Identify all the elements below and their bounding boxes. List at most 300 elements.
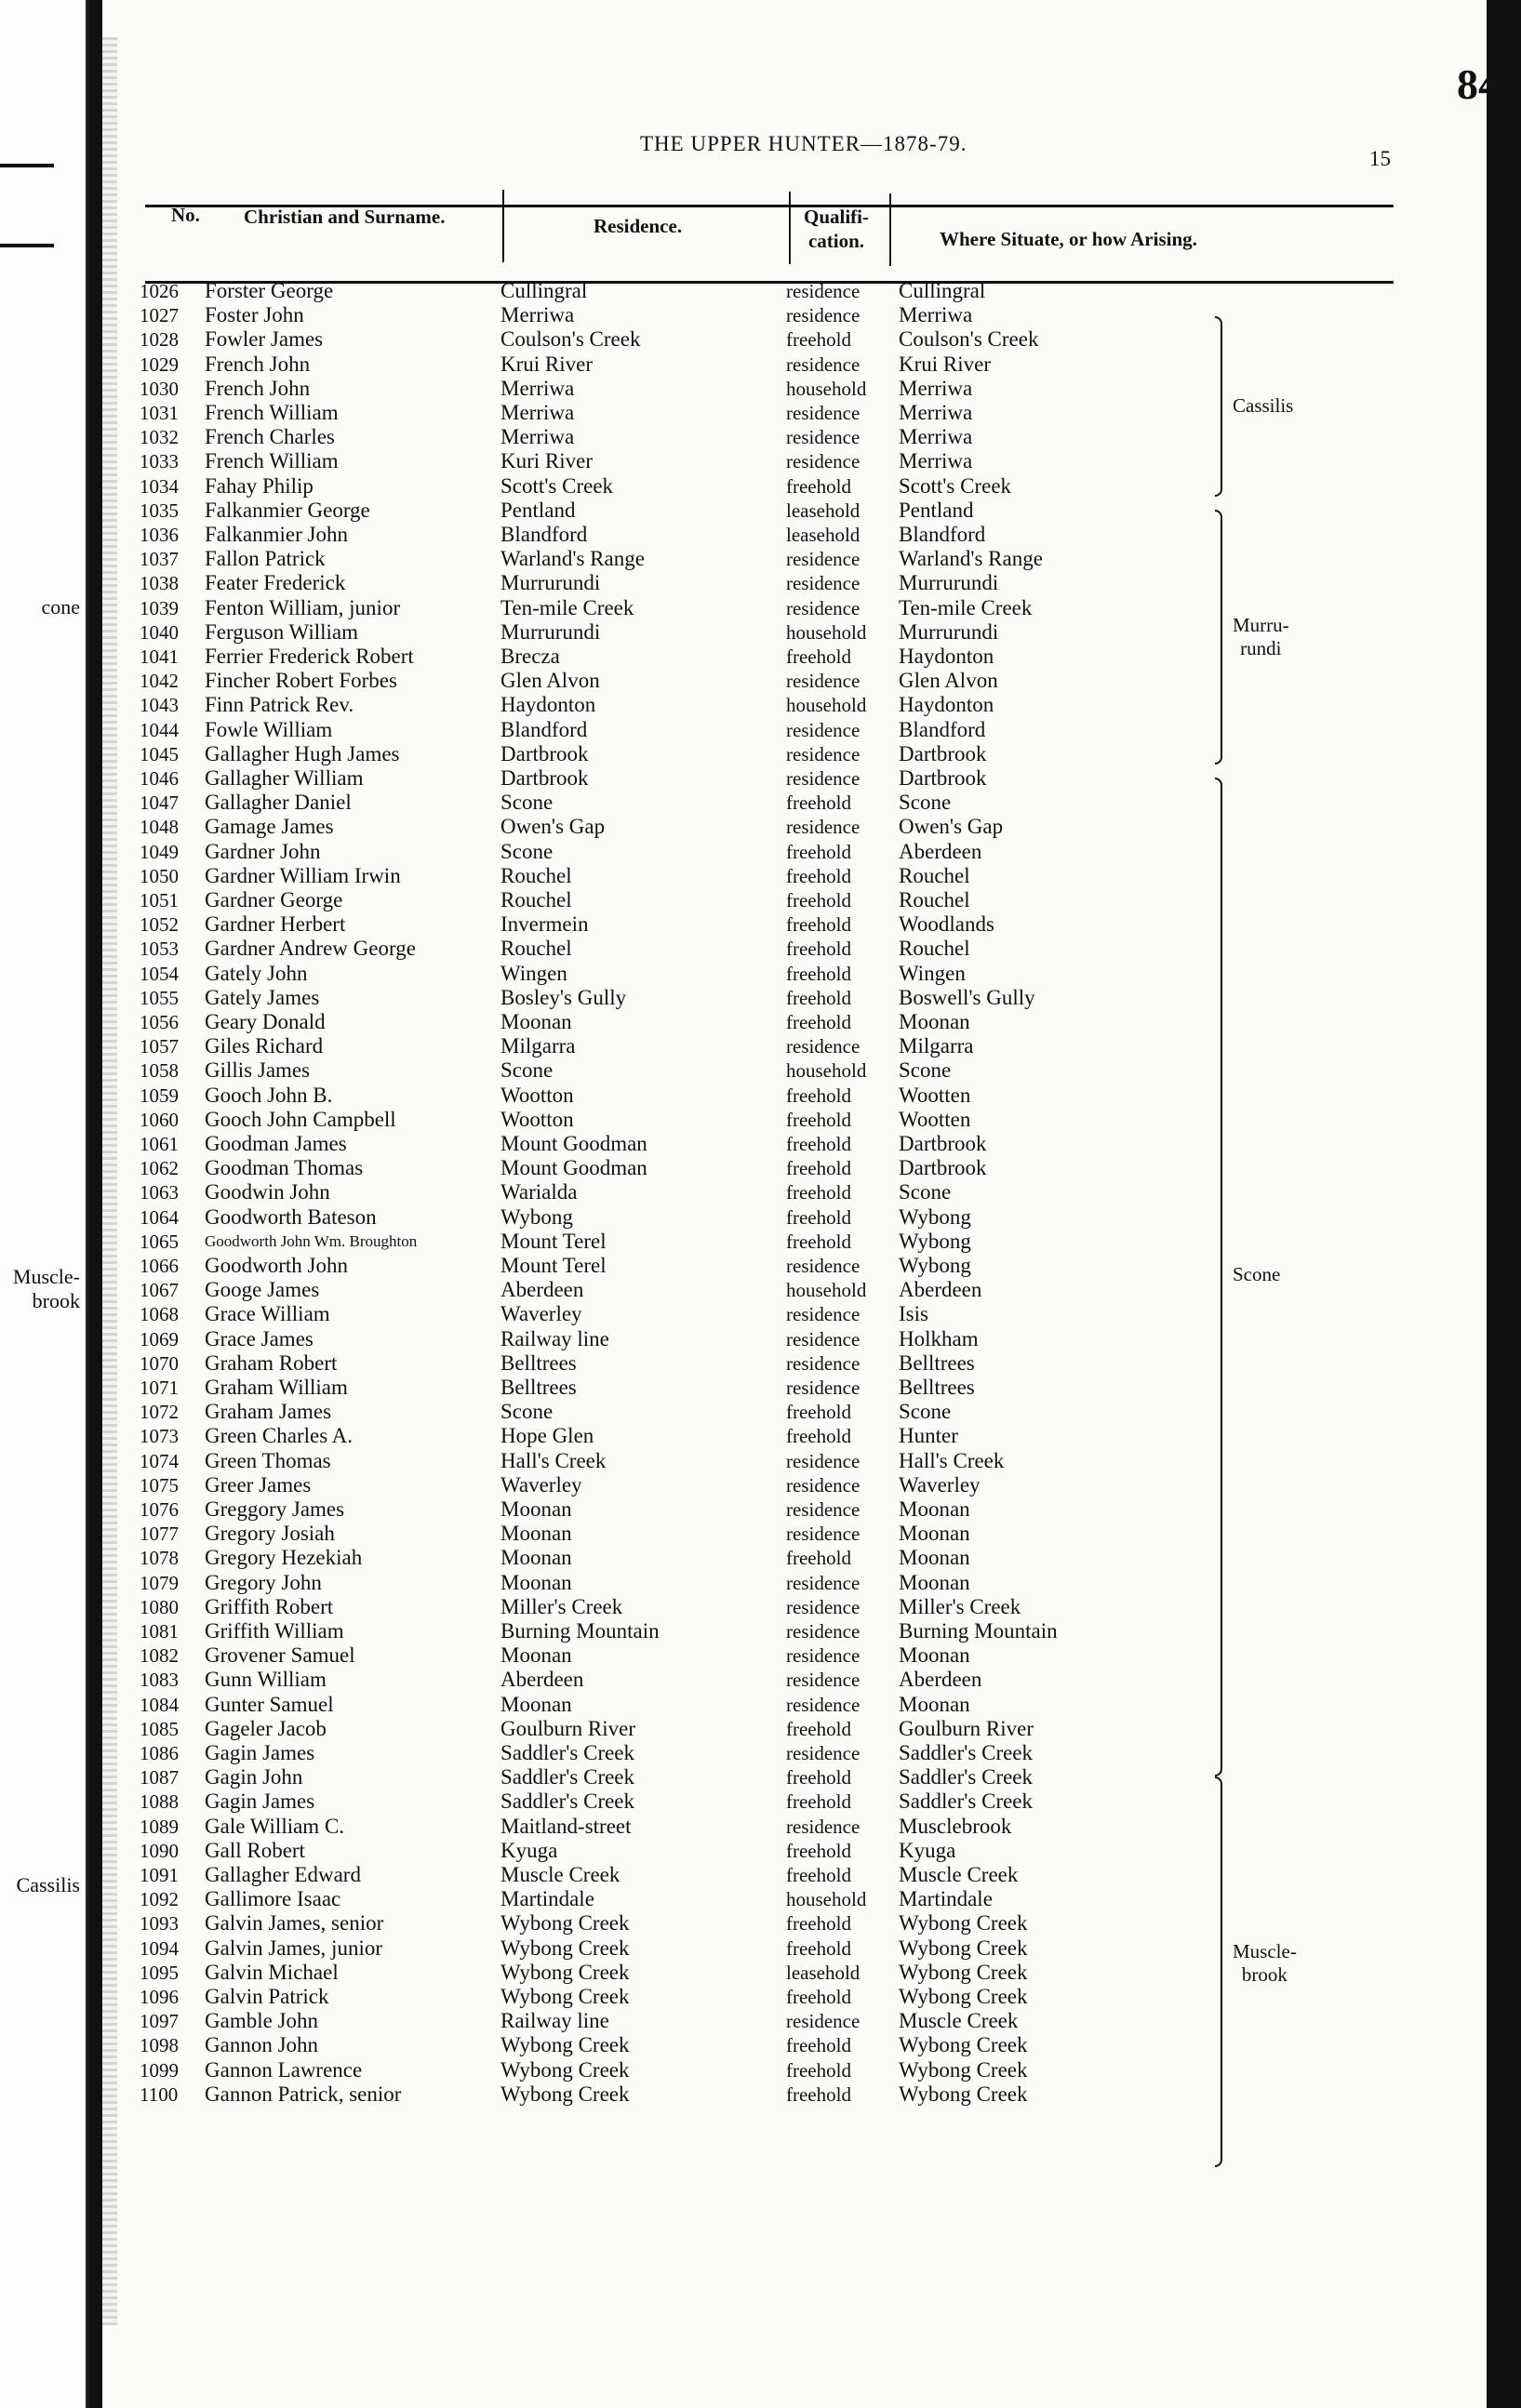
entry-residence: Scone [500,791,554,815]
table-row [102,2033,1487,2057]
entry-number: 1077 [140,1523,179,1546]
document-page [102,0,1521,2408]
entry-residence: Belltrees [500,1350,577,1375]
table-row [102,499,1487,523]
entry-name: Feater Frederick [205,571,346,595]
entry-name: Galvin Patrick [205,1985,329,2008]
header-no: No. [171,204,200,226]
entry-where: Holkham [899,1326,979,1350]
entry-number: 1076 [140,1498,179,1521]
entry-qualification: residence [786,1644,861,1668]
entry-name: Gardner Herbert [205,912,346,937]
entry-qualification: residence [786,1571,861,1594]
entry-number: 1068 [140,1303,179,1326]
entry-qualification: residence [786,572,861,595]
table-row [102,353,1487,377]
table-row [102,1400,1487,1424]
margin-label: cone [41,595,80,619]
table-row [102,937,1487,961]
entry-residence: Moonan [500,1643,572,1668]
table-row [102,742,1487,766]
header-divider [789,192,791,264]
entry-where: Scott's Creek [899,473,1012,498]
entry-number: 1100 [140,2082,179,2106]
entry-residence: Scott's Creek [500,473,614,498]
entry-where: Saddler's Creek [899,1789,1034,1814]
entry-residence: Scone [500,1058,554,1083]
group-brace [1215,510,1222,765]
entry-where: Wybong [899,1204,971,1229]
entry-name: Goodworth John Wm. Broughton [205,1231,418,1250]
entry-where: Merriwa [899,401,973,424]
entry-number: 1065 [140,1230,179,1253]
entry-name: Gannon John [205,2033,319,2057]
entry-where: Saddler's Creek [899,1765,1034,1789]
entry-qualification: freehold [786,938,851,961]
entry-where: Glen Alvon [899,669,998,693]
entry-number: 1040 [140,620,179,644]
entry-name: Fowle William [205,717,333,741]
entry-name: Gannon Patrick, senior [205,2082,402,2106]
entry-qualification: residence [786,1255,861,1277]
entry-where: Aberdeen [899,1278,982,1302]
entry-number: 1067 [140,1279,179,1302]
table-row [102,815,1487,839]
table-row [102,279,1487,303]
entry-name: Goodman James [205,1132,347,1155]
entry-qualification: residence [786,718,861,741]
entry-number: 1036 [140,524,179,546]
entry-where: Wybong Creek [899,1911,1028,1936]
entry-number: 1029 [140,353,179,376]
entry-number: 1059 [140,1084,179,1107]
entry-where: Merriwa [899,449,973,473]
table-row [102,449,1487,473]
entry-residence: Hope Glen [500,1424,594,1448]
entry-number: 1046 [140,767,179,790]
entry-residence: Warland's Range [500,547,645,571]
table-row [102,1449,1487,1473]
entry-number: 1084 [140,1693,179,1716]
entry-where: Wybong [899,1229,971,1253]
entry-qualification: freehold [786,1912,851,1936]
entry-name: Forster George [205,279,334,302]
entry-qualification: freehold [786,645,851,668]
table-row [102,1327,1487,1351]
table-row [102,1546,1487,1570]
table-row [102,547,1487,571]
entry-where: Miller's Creek [899,1594,1021,1618]
entry-residence: Merriwa [500,376,575,400]
entry-number: 1097 [140,2010,179,2033]
entry-residence: Rouchel [500,937,572,961]
entry-where: Wybong Creek [899,2033,1028,2057]
entry-residence: Moonan [500,1522,572,1546]
entry-residence: Wingen [500,961,567,985]
entry-number: 1061 [140,1133,179,1155]
entry-number: 1086 [140,1742,179,1764]
entry-residence: Mount Terel [500,1229,607,1253]
table-row [102,425,1487,449]
entry-name: Fahay Philip [205,473,314,498]
entry-qualification: freehold [786,2082,851,2106]
entry-qualification: freehold [786,889,851,911]
entry-name: Greggory James [205,1497,345,1521]
entry-number: 1079 [140,1571,179,1594]
group-brace [1215,1776,1222,2167]
entry-name: Gardner John [205,839,321,863]
entry-residence: Maitland-street [500,1814,632,1838]
running-title: THE UPPER HUNTER—1878-79. [640,132,967,155]
entry-where: Wybong Creek [899,1936,1028,1960]
table-row [102,1376,1487,1400]
entry-residence: Moonan [500,1570,572,1594]
entry-qualification: freehold [786,986,851,1009]
table-row [102,766,1487,791]
entry-qualification: freehold [786,1986,851,2008]
entry-number: 1094 [140,1936,179,1960]
entry-qualification: household [786,377,867,400]
entry-name: Fallon Patrick [205,547,326,571]
entry-number: 1042 [140,670,179,693]
entry-number: 1050 [140,864,179,887]
entry-name: Fenton William, junior [205,595,401,619]
table-row [102,1522,1487,1546]
entry-where: Belltrees [899,1376,975,1399]
entry-qualification: freehold [786,864,851,887]
table-row [102,1010,1487,1034]
margin-label: Muscle- brook [12,1265,80,1312]
entry-number: 1031 [140,402,179,424]
table-row [102,791,1487,815]
entry-residence: Rouchel [500,888,572,911]
entry-name: Foster John [205,303,304,327]
entry-name: Graham Robert [205,1350,338,1375]
entry-residence: Krui River [500,352,594,376]
entry-qualification: residence [786,596,861,619]
entry-where: Haydonton [899,693,994,717]
entry-where: Moonan [899,1546,970,1570]
entry-name: Fowler James [205,327,324,352]
margin-label: Cassilis [16,1873,80,1896]
entry-name: Gregory John [205,1570,322,1594]
entry-where: Woodlands [899,912,994,937]
entry-qualification: household [786,620,867,644]
entry-qualification: residence [786,1473,861,1497]
entry-name: Gately James [205,985,320,1009]
entry-qualification: freehold [786,1790,851,1814]
entry-residence: Kyuga [500,1838,558,1862]
entry-qualification: residence [786,1523,861,1546]
table-row [102,2082,1487,2107]
entry-number: 1075 [140,1473,179,1497]
entry-name: French John [205,376,311,400]
table-row [102,1619,1487,1643]
entry-where: Haydonton [899,645,994,668]
entry-qualification: freehold [786,1084,851,1107]
entry-residence: Mount Terel [500,1254,607,1277]
entry-name: Grovener Samuel [205,1643,355,1668]
entry-number: 1060 [140,1108,179,1131]
entry-where: Owen's Gap [899,815,1004,839]
table-row [102,1302,1487,1326]
entry-residence: Aberdeen [500,1668,584,1692]
table-row [102,1741,1487,1765]
entry-where: Dartbrook [899,741,987,765]
entry-name: Greer James [205,1472,312,1497]
entry-where: Aberdeen [899,839,982,863]
entry-qualification: freehold [786,1205,851,1229]
entry-where: Wybong Creek [899,1985,1028,2008]
entry-number: 1074 [140,1449,179,1472]
entry-name: Gardner Andrew George [205,937,416,961]
table-row [102,1351,1487,1376]
entry-name: Gallagher William [205,766,364,790]
entry-name: Gagin James [205,1789,315,1814]
entry-residence: Scone [500,839,554,863]
table-row [102,1693,1487,1717]
entry-name: Gall Robert [205,1838,305,1862]
entry-name: Falkanmier John [205,523,348,546]
table-row [102,1765,1487,1789]
entry-qualification: residence [786,1620,861,1643]
entry-where: Moonan [899,1570,970,1594]
entry-name: Gately John [205,961,308,985]
entry-qualification: residence [786,280,861,302]
entry-number: 1051 [140,889,179,911]
entry-number: 1032 [140,426,179,449]
entry-number: 1039 [140,596,179,619]
entry-name: Gallagher Hugh James [205,741,400,765]
entry-residence: Wybong [500,1204,573,1229]
table-row [102,1205,1487,1230]
entry-where: Wybong Creek [899,1960,1028,1984]
entry-name: Griffith Robert [205,1594,334,1618]
entry-name: Goodworth John [205,1254,348,1277]
entry-qualification: residence [786,1327,861,1350]
table-row [102,912,1487,937]
entry-residence: Ten-mile Creek [500,595,634,619]
entry-number: 1048 [140,816,179,839]
entry-residence: Miller's Creek [500,1594,623,1618]
entry-number: 1082 [140,1644,179,1668]
entry-number: 1095 [140,1961,179,1984]
table-row [102,1084,1487,1108]
entry-number: 1056 [140,1011,179,1033]
entry-qualification: freehold [786,1157,851,1180]
entry-residence: Bosley's Gully [500,985,627,1009]
entry-qualification: residence [786,742,861,765]
table-row [102,888,1487,912]
entry-name: French William [205,401,339,424]
entry-where: Moonan [899,1692,970,1716]
entry-qualification: freehold [786,2034,851,2057]
entry-name: Finn Patrick Rev. [205,693,354,717]
entry-residence: Martindale [500,1887,594,1911]
entry-number: 1064 [140,1205,179,1229]
entry-residence: Wybong Creek [500,2033,630,2057]
table-row [102,523,1487,547]
entry-residence: Glen Alvon [500,669,600,693]
group-label-musclebrook: Muscle- brook [1233,1940,1297,1986]
header-divider [889,193,891,266]
entry-qualification: residence [786,353,861,376]
entry-number: 1057 [140,1035,179,1058]
entry-where: Wybong Creek [899,2057,1028,2082]
entry-residence: Merriwa [500,425,575,449]
table-row [102,474,1487,499]
header-name: Christian and Surname. [244,206,446,228]
entry-where: Moonan [899,1497,970,1521]
entry-qualification: household [786,694,867,717]
table-row [102,2058,1487,2082]
entry-residence: Coulson's Creek [500,327,641,352]
entry-name: Gamble John [205,2009,319,2033]
entry-qualification: residence [786,2010,861,2033]
entry-name: Gregory Hezekiah [205,1546,363,1570]
entry-where: Murrurundi [899,571,999,595]
entry-qualification: freehold [786,962,851,985]
page-number: 847 [1457,60,1521,108]
table-row [102,840,1487,864]
entry-residence: Moonan [500,1497,572,1521]
entry-where: Hall's Creek [899,1448,1005,1472]
entry-name: Goodworth Bateson [205,1204,377,1229]
entry-number: 1081 [140,1620,179,1643]
entry-where: Blandford [899,717,986,741]
entry-name: Giles Richard [205,1034,324,1058]
entry-number: 1073 [140,1425,179,1448]
entry-number: 1027 [140,304,179,327]
entry-residence: Wybong Creek [500,2082,630,2106]
table-row [102,693,1487,717]
entry-where: Wybong Creek [899,2082,1028,2106]
entry-qualification: freehold [786,1425,851,1448]
entry-qualification: freehold [786,328,851,352]
entry-number: 1087 [140,1766,179,1789]
entry-residence: Haydonton [500,693,596,717]
entry-where: Krui River [899,352,992,376]
entry-where: Wootten [899,1107,971,1131]
entry-residence: Waverley [500,1472,582,1497]
entry-residence: Goulburn River [500,1716,636,1740]
table-row [102,1789,1487,1814]
entry-where: Hunter [899,1424,958,1448]
entry-where: Wybong [899,1254,971,1277]
entry-name: Graham William [205,1376,348,1399]
table-row [102,1180,1487,1204]
entry-name: Gooch John Campbell [205,1107,396,1131]
entry-where: Waverley [899,1472,981,1497]
entry-qualification: residence [786,1498,861,1521]
table-row [102,1230,1487,1254]
entry-name: French Charles [205,425,335,449]
entry-where: Dartbrook [899,766,987,790]
entry-where: Musclebrook [899,1814,1012,1838]
entry-residence: Aberdeen [500,1278,584,1302]
entry-where: Kyuga [899,1838,956,1862]
table-row [102,571,1487,595]
entry-number: 1062 [140,1157,179,1180]
table-row [102,1911,1487,1936]
entry-name: Griffith William [205,1619,344,1643]
entry-where: Scone [899,1400,952,1424]
entry-qualification: residence [786,1693,861,1716]
entry-qualification: freehold [786,840,851,863]
entry-residence: Moonan [500,1010,572,1033]
entry-residence: Mount Goodman [500,1132,647,1155]
entry-residence: Cullingral [500,279,588,302]
entry-number: 1069 [140,1327,179,1350]
entry-name: Grace James [205,1326,314,1350]
entry-qualification: residence [786,450,861,473]
entry-residence: Saddler's Creek [500,1789,635,1814]
table-row [102,718,1487,742]
entry-qualification: freehold [786,1133,851,1155]
section-number: 15 [1369,147,1391,170]
entry-name: Graham James [205,1400,332,1424]
entry-number: 1089 [140,1815,179,1838]
table-row [102,1815,1487,1839]
entry-name: Fincher Robert Forbes [205,669,397,693]
entry-where: Dartbrook [899,1156,987,1180]
entry-residence: Mount Goodman [500,1156,647,1180]
entry-qualification: freehold [786,1108,851,1131]
entry-where: Burning Mountain [899,1619,1058,1643]
entry-residence: Rouchel [500,863,572,887]
table-row [102,1108,1487,1132]
entry-residence: Wybong Creek [500,1936,630,1960]
entry-qualification: residence [786,402,861,424]
table-row [102,1668,1487,1692]
entry-name: Green Thomas [205,1448,331,1472]
entry-qualification: freehold [786,1547,851,1570]
entry-name: Falkanmier George [205,498,370,522]
entry-residence: Milgarra [500,1034,576,1058]
entry-number: 1034 [140,474,179,498]
table-row [102,327,1487,352]
entry-where: Wootten [899,1083,971,1107]
entry-qualification: residence [786,1742,861,1764]
entry-qualification: freehold [786,2058,851,2082]
entry-name: Grace William [205,1302,330,1326]
entry-number: 1028 [140,328,179,352]
entry-where: Dartbrook [899,1132,987,1155]
entry-qualification: residence [786,1377,861,1399]
entry-number: 1091 [140,1864,179,1886]
entry-residence: Warialda [500,1180,578,1204]
entry-residence: Merriwa [500,401,575,424]
entry-where: Merriwa [899,376,973,400]
entry-residence: Waverley [500,1302,582,1326]
entry-number: 1080 [140,1595,179,1618]
entry-where: Goulburn River [899,1716,1034,1740]
entry-where: Scone [899,1058,952,1083]
table-row [102,303,1487,327]
entry-number: 1066 [140,1255,179,1277]
entry-residence: Invermein [500,912,589,937]
entry-residence: Belltrees [500,1376,577,1399]
entry-qualification: residence [786,1303,861,1326]
entry-qualification: residence [786,767,861,790]
entry-where: Milgarra [899,1034,974,1058]
table-row [102,1058,1487,1083]
entry-number: 1071 [140,1377,179,1399]
entry-qualification: residence [786,1449,861,1472]
entry-name: Gageler Jacob [205,1716,327,1740]
table-row [102,1595,1487,1619]
table-row [102,962,1487,986]
